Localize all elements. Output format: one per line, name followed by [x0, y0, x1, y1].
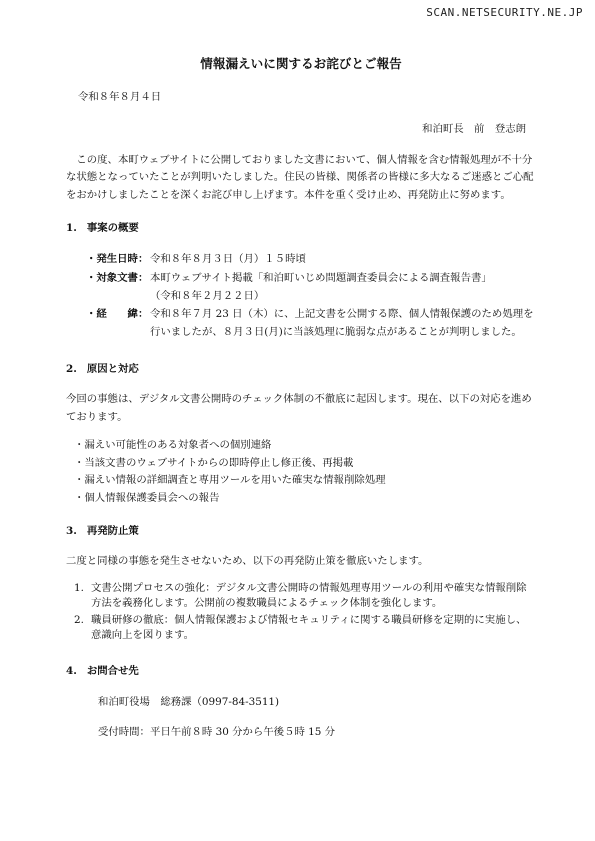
- contact-hours: 受付時間：平日午前８時 30 分から午後５時 15 分: [98, 725, 336, 738]
- list-item: [74, 613, 536, 643]
- list-item-text: 職員研修の徹底：個人情報保護および情報セキュリティに関する職員研修を定期的に実施し、意識向上を図ります。: [91, 614, 527, 642]
- document-page: [66, 54, 536, 754]
- section-number: 2.: [66, 363, 77, 376]
- document-date: 令和８年８月４日: [78, 90, 162, 103]
- watermark: SCAN.NETSECURITY.NE.JP: [426, 6, 583, 19]
- section-title: お問合せ先: [86, 665, 139, 678]
- section-number: 1.: [66, 222, 77, 235]
- section-heading-prevention: [66, 523, 536, 539]
- summary-row-background: [86, 305, 536, 341]
- section-heading-contact: [66, 663, 536, 679]
- summary-line: （令和８年２月２２日）: [150, 289, 265, 302]
- summary-value: [150, 269, 536, 305]
- section-number: 4.: [66, 665, 77, 678]
- summary-line: 令和８年７月 23 日（木）に、上記文書を公開する際、個人情報保護のため処理を行いましたが、８月３日(月)に当該処理に脆弱な点があることが判明しました。: [150, 307, 534, 339]
- list-item: ・漏えい可能性のある対象者への個別連絡: [74, 439, 272, 452]
- prevention-paragraph: 二度と同様の事態を発生させないため、以下の再発防止策を徹底いたします。: [66, 555, 429, 568]
- list-item: [74, 581, 536, 611]
- summary-label: ・経 緯：: [86, 307, 149, 320]
- section-title: 再発防止策: [86, 525, 139, 538]
- summary-value: [150, 305, 536, 341]
- intro-paragraph: この度、本町ウェブサイトに公開しておりました文書において、個人情報を含む情報処理が不十分な状態となっていたことが判明いたしました。住民の皆様、関係者の皆様に多大なるご迷惑とご心配をおかけしましたことを深くお詫び申し上げます。本件を重く受け止め、再発防止に努めます。: [66, 153, 534, 201]
- summary-label: ・対象文書：: [86, 271, 149, 284]
- list-item: ・個人情報保護委員会への報告: [74, 491, 220, 504]
- section-title: 原因と対応: [86, 363, 139, 376]
- summary-line: 令和８年８月３日（月）１５時頃: [150, 253, 306, 266]
- section-title: 事案の概要: [86, 222, 139, 235]
- summary-line: 本町ウェブサイト掲載「和泊町いじめ問題調査委員会による調査報告書」: [150, 271, 492, 284]
- summary-row-datetime: [86, 250, 536, 268]
- document-author: 和泊町長 前 登志朗: [422, 122, 526, 135]
- list-item-number: 1.: [74, 582, 84, 595]
- summary-row-document: [86, 269, 536, 305]
- document-title: 情報漏えいに関するお詫びとご報告: [200, 56, 402, 71]
- list-item-number: 2.: [74, 614, 84, 627]
- cause-paragraph: 今回の事態は、デジタル文書公開時のチェック体制の不徹底に起因します。現在、以下の対応を進めております。: [66, 393, 532, 424]
- incident-summary: [86, 250, 536, 341]
- response-list: [74, 437, 536, 507]
- list-item: ・当該文書のウェブサイトからの即時停止し修正後、再掲載: [74, 456, 354, 469]
- list-item-text: 文書公開プロセスの強化：デジタル文書公開時の情報処理専用ツールの利用や確実な情報削除方法を義務化します。公開前の複数職員によるチェック体制を強化します。: [91, 582, 527, 610]
- summary-label: ・発生日時：: [86, 253, 149, 266]
- prevention-list: [74, 581, 536, 643]
- list-item: ・漏えい情報の詳細調査と専用ツールを用いた確実な情報削除処理: [74, 474, 386, 487]
- contact-info: [98, 694, 536, 740]
- section-heading-overview: [66, 220, 536, 236]
- contact-office: 和泊町役場 総務課（0997-84-3511): [98, 695, 280, 708]
- section-heading-cause: [66, 361, 536, 377]
- summary-value: [150, 250, 536, 268]
- section-number: 3.: [66, 525, 77, 538]
